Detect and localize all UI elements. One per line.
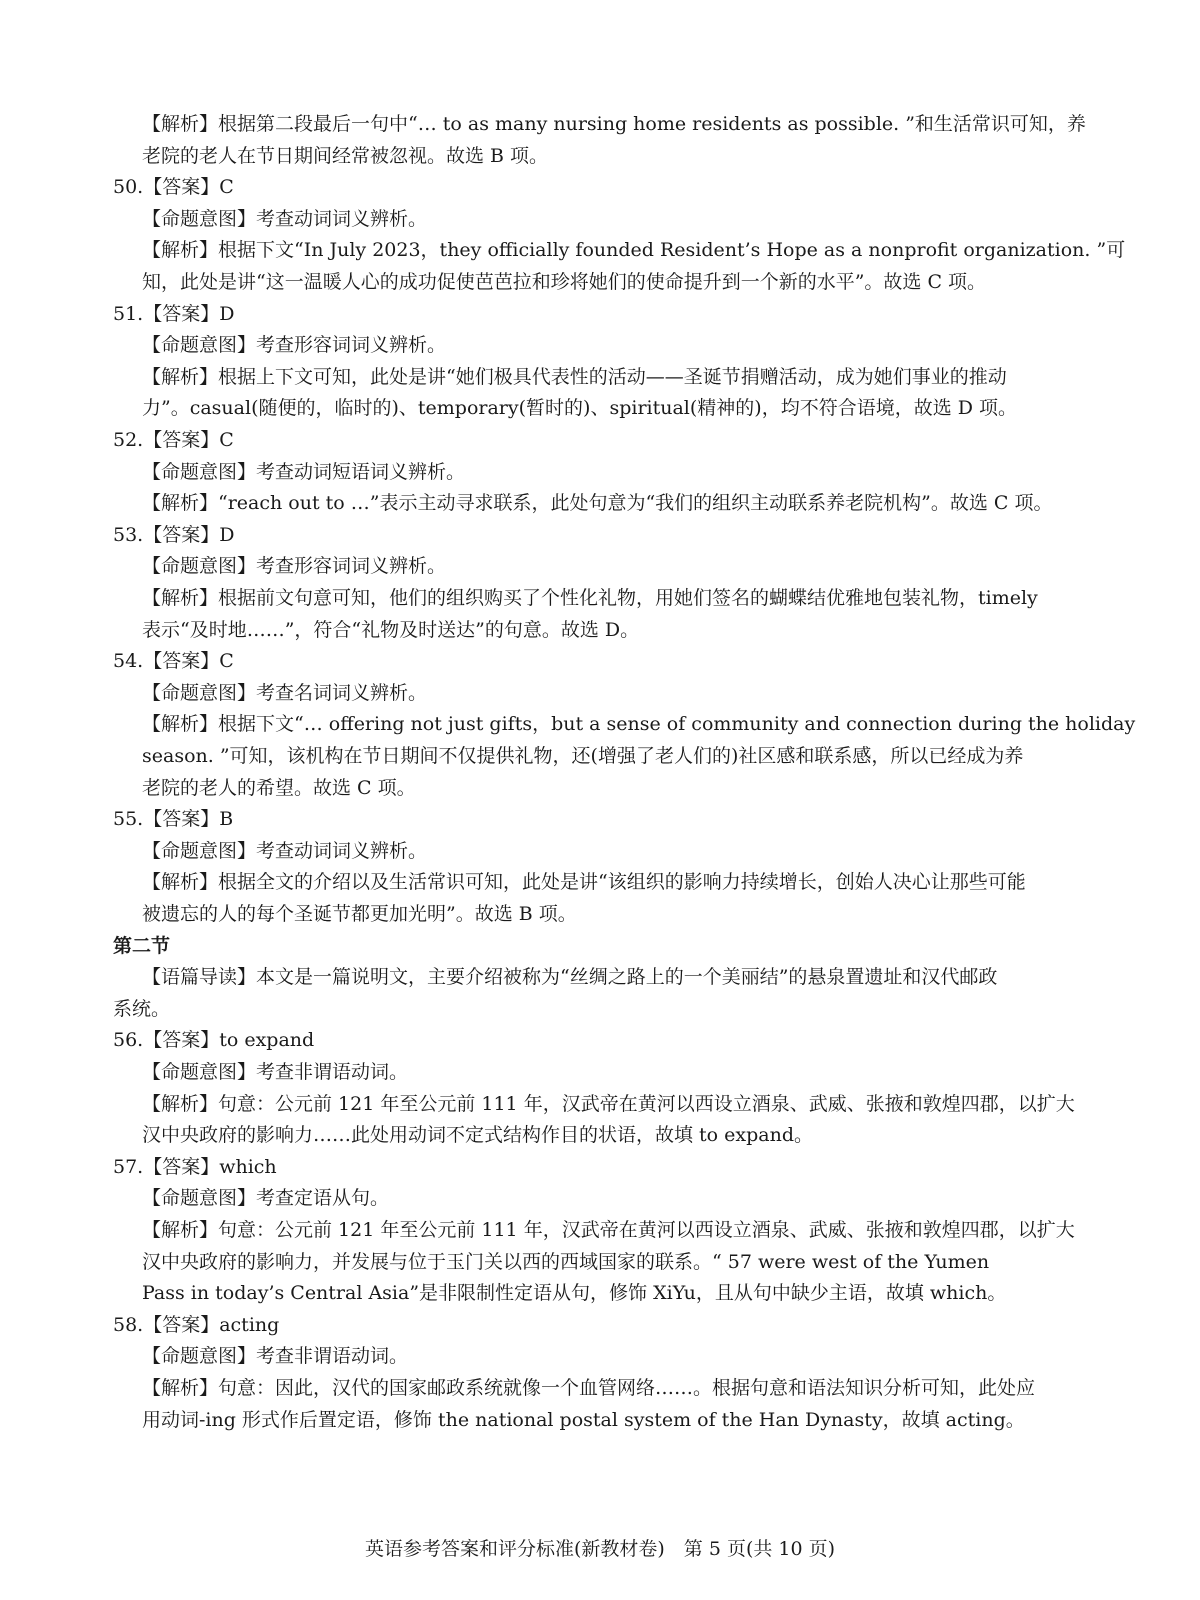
text-line: 知，此处是讲“这一温暖人心的成功促使芭芭拉和珍将她们的使命提升到一个新的水平”。故选 C 项。	[142, 271, 987, 293]
text-line: 【命题意图】考查形容词词义辨析。	[142, 555, 447, 578]
text-line: 老院的老人在节日期间经常被忽视。故选 B 项。	[142, 144, 549, 167]
text-line: 【命题意图】考查名词词义辨析。	[142, 681, 428, 704]
text-line: 【解析】根据第二段最后一句中“… to as many nursing home residents as possible. ”和生活常识可知，养	[142, 113, 1086, 135]
text-line: 【解析】根据下文“… offering not just gifts，but a sense of community and connection during the holiday	[142, 713, 1136, 736]
text-line: 53.【答案】D	[113, 523, 235, 546]
text-line: 【命题意图】考查动词词义辨析。	[142, 839, 428, 862]
page-footer: 英语参考答案和评分标准(新教材卷) 第 5 页(共 10 页)	[364, 1538, 836, 1560]
text-line: 用动词-ing 形式作后置定语，修饰 the national postal system of the Han Dynasty，故填 acting。	[142, 1408, 1025, 1431]
text-line: 【解析】句意：公元前 121 年至公元前 111 年，汉武帝在黄河以西设立酒泉、武威、张掖和敦煌四郡，以扩大	[142, 1092, 1075, 1115]
text-line: 【命题意图】考查动词短语词义辨析。	[142, 460, 466, 483]
text-line: 54.【答案】C	[113, 650, 234, 673]
text-line: 55.【答案】B	[113, 808, 234, 831]
text-line: 56.【答案】to expand	[113, 1029, 315, 1052]
text-line: season. ”可知，该机构在节日期间不仅提供礼物，还(增强了老人们的)社区感和联系感，所以已经成为养	[142, 745, 1024, 767]
text-line: 52.【答案】C	[113, 429, 234, 451]
text-line: 58.【答案】acting	[113, 1313, 280, 1336]
text-line: 【解析】根据前文句意可知，他们的组织购买了个性化礼物，用她们签名的蝴蝶结优雅地包装礼物，timely	[142, 587, 1038, 609]
text-line: 57.【答案】which	[113, 1155, 277, 1178]
text-line: 被遗忘的人的每个圣诞节都更加光明”。故选 B 项。	[142, 903, 577, 925]
text-line: 【解析】根据全文的介绍以及生活常识可知，此处是讲“该组织的影响力持续增长，创始人决心让那些可能	[142, 871, 1026, 894]
text-line: 【命题意图】考查非谓语动词。	[142, 1061, 409, 1083]
text-line: 汉中央政府的影响力，并发展与位于玉门关以西的西域国家的联系。“ 57 were west of the Yumen	[142, 1250, 990, 1273]
text-line: 力”。casual(随便的，临时的)、temporary(暂时的)、spiritual(精神的)，均不符合语境，故选 D 项。	[142, 397, 1018, 420]
text-line: 汉中央政府的影响力……此处用动词不定式结构作目的状语，故填 to expand。	[142, 1124, 814, 1147]
text-line: 【解析】句意：公元前 121 年至公元前 111 年，汉武帝在黄河以西设立酒泉、武威、张掖和敦煌四郡，以扩大	[142, 1219, 1075, 1241]
text-line: 50.【答案】C	[113, 176, 234, 199]
text-line: 51.【答案】D	[113, 302, 235, 325]
text-line: 【解析】“reach out to …”表示主动寻求联系，此处句意为“我们的组织主动联系养老院机构”。故选 C 项。	[142, 492, 1053, 515]
text-line: 【命题意图】考查形容词词义辨析。	[142, 334, 447, 357]
text-line: 老院的老人的希望。故选 C 项。	[142, 776, 416, 799]
text-line: 【解析】根据下文“In July 2023，they officially founded Resident’s Hope as a nonprofit organization. ”可	[142, 239, 1126, 262]
section-heading: 第二节	[113, 934, 171, 957]
text-line: 【命题意图】考查非谓语动词。	[142, 1345, 409, 1368]
text-line: 【语篇导读】本文是一篇说明文，主要介绍被称为“丝绸之路上的一个美丽结”的悬泉置遗址和汉代邮政	[142, 966, 998, 989]
text-line: 系统。	[113, 997, 171, 1020]
text-line: 【命题意图】考查定语从句。	[142, 1187, 390, 1210]
text-line: 表示“及时地……”，符合“礼物及时送达”的句意。故选 D。	[142, 618, 640, 641]
text-line: 【解析】句意：因此，汉代的国家邮政系统就像一个血管网络……。根据句意和语法知识分析可知，此处应	[142, 1377, 1036, 1399]
text-line: 【解析】根据上下文可知，此处是讲“她们极具代表性的活动——圣诞节捐赠活动，成为她们事业的推动	[142, 365, 1007, 388]
text-line: 【命题意图】考查动词词义辨析。	[142, 207, 428, 230]
text-line: Pass in today’s Central Asia”是非限制性定语从句，修饰 XiYu，且从句中缺少主语，故填 which。	[142, 1282, 1007, 1305]
